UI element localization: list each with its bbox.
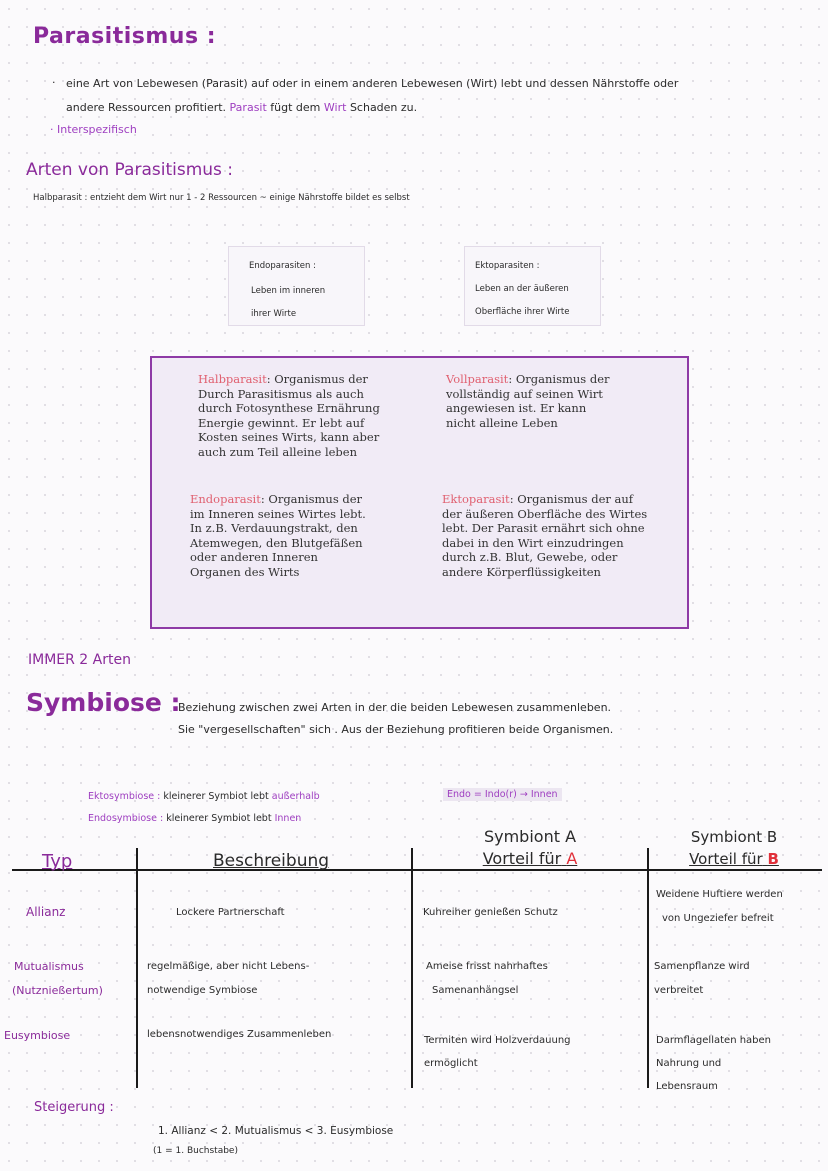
def-line: dabei in den Wirt einzudringen: [442, 535, 624, 550]
def-line: Atemwegen, den Blutgefäßen: [190, 535, 363, 550]
endoparasiten-box: [228, 246, 365, 326]
table-cell-typ: Eusymbiose: [4, 1029, 71, 1042]
ekto-box-line: Oberfläche ihrer Wirte: [475, 307, 570, 317]
table-cell-symbiont-b: [656, 883, 783, 931]
term-halbparasit: Halbparasit: [198, 372, 267, 386]
table-column-divider: [411, 848, 413, 1088]
steigerung-sequence: 1. Allianz < 2. Mutualismus < 3. Eusymbiose: [158, 1125, 394, 1137]
table-cell-symbiont-a: [426, 955, 548, 1003]
definitions-box: [150, 356, 689, 629]
cell-line: regelmäßige, aber nicht Lebens-: [147, 961, 310, 972]
table-cell-beschreibung: Lockere Partnerschaft: [176, 907, 285, 918]
table-cell-typ: [12, 955, 103, 1003]
term-parasit: Parasit: [229, 101, 267, 114]
header-symbiont-a: [413, 826, 647, 870]
table-cell-symbiont-b: [654, 955, 750, 1003]
endosymbiose-note: [88, 813, 301, 824]
cell-line: Lebensraum: [656, 1081, 718, 1092]
halbparasit-note: Halbparasit : entzieht dem Wirt nur 1 - 2 Ressourcen ~ einige Nährstoffe bildet es selbst: [33, 193, 410, 203]
def-line: : Organismus der: [266, 372, 368, 386]
ektosymbiose-text: kleinerer Symbiot lebt: [163, 791, 269, 802]
parasitismus-definition-line-2: [66, 101, 417, 114]
immer-note: IMMER 2 Arten: [28, 652, 131, 668]
cell-line: Darmflagellaten haben: [656, 1035, 772, 1046]
cell-line: ermöglicht: [424, 1058, 478, 1069]
def-line: : Organismus der auf: [509, 492, 634, 506]
ektoparasiten-box: [464, 246, 601, 326]
text-segment: andere Ressourcen profitiert.: [66, 101, 227, 114]
def-line: im Inneren seines Wirtes lebt.: [190, 506, 366, 521]
table-cell-symbiont-a: Kuhreiher genießen Schutz: [423, 907, 558, 918]
header-symbiont-a-name: Symbiont A: [483, 827, 577, 846]
section-heading-arten: Arten von Parasitismus :: [26, 160, 234, 180]
cell-line: Samenpflanze wird: [654, 961, 750, 972]
def-line: In z.B. Verdauungstrakt, den: [190, 521, 358, 535]
header-symbiont-b-vorteil: [649, 848, 819, 870]
ekto-box-line: Leben an der äußeren: [475, 284, 569, 294]
table-column-divider: [136, 848, 138, 1088]
steigerung-note: (1 = 1. Buchstabe): [153, 1146, 238, 1156]
def-line: : Organismus der: [508, 372, 610, 386]
cell-line: Mutualismus: [14, 960, 84, 973]
endosymbiose-text: kleinerer Symbiot lebt: [166, 813, 272, 824]
def-line: auch zum Teil alleine leben: [198, 444, 358, 459]
def-line: der äußeren Oberfläche des Wirtes: [442, 506, 648, 521]
ektosymbiose-where: außerhalb: [271, 791, 320, 802]
page-title: Parasitismus :: [33, 24, 216, 49]
header-vorteil-text: Vorteil für: [689, 850, 763, 868]
symbiose-description-line-1: Beziehung zwischen zwei Arten in der die beiden Lebewesen zusammenleben.: [178, 701, 612, 714]
endo-box-line: Endoparasiten :: [249, 261, 316, 271]
def-line: Energie gewinnt. Er lebt auf: [198, 415, 365, 430]
symbiose-description-line-2: Sie "vergesellschaften" sich . Aus der Beziehung profitieren beide Organismen.: [178, 723, 614, 736]
def-line: Organen des Wirts: [190, 564, 300, 579]
cell-line: (Nutznießertum): [12, 984, 103, 997]
header-symbiont-a-vorteil: [413, 848, 647, 870]
def-line: vollständig auf seinen Wirt: [446, 386, 603, 401]
text-segment: fügt dem: [270, 101, 321, 114]
definition-halbparasit: [198, 372, 408, 459]
endosymbiose-where: Innen: [274, 813, 302, 824]
header-letter-a: A: [566, 849, 578, 868]
def-line: andere Körperflüssigkeiten: [442, 564, 601, 579]
def-line: lebt. Der Parasit ernährt sich ohne: [442, 521, 645, 535]
def-line: durch Fotosynthese Ernährung: [198, 401, 380, 415]
cell-line: Termiten wird Holzverdauung: [424, 1035, 571, 1046]
cell-line: Nahrung und: [656, 1058, 722, 1069]
endosymbiose-label: Endosymbiose :: [88, 813, 164, 824]
endo-box-line: ihrer Wirte: [251, 309, 297, 319]
endo-box-line: Leben im inneren: [251, 286, 326, 296]
table-cell-symbiont-b: [656, 1029, 771, 1098]
definition-vollparasit: [446, 372, 666, 430]
def-line: nicht alleine Leben: [446, 415, 558, 430]
section-heading-symbiose: Symbiose :: [26, 688, 181, 717]
header-beschreibung: Beschreibung: [213, 851, 330, 871]
ekto-box-line: Ektoparasiten :: [475, 261, 540, 271]
header-typ: Typ: [42, 851, 73, 872]
term-vollparasit: Vollparasit: [446, 372, 509, 386]
table-column-divider: [647, 848, 649, 1088]
cell-line: Ameise frisst nahrhaftes: [426, 961, 548, 972]
def-line: : Organismus der: [260, 492, 363, 506]
definition-ektoparasit: [442, 492, 682, 579]
term-wirt: Wirt: [323, 101, 347, 114]
table-cell-typ: Allianz: [26, 905, 66, 919]
ektosymbiose-label: Ektosymbiose :: [88, 791, 161, 802]
table-cell-beschreibung: lebensnotwendiges Zusammenleben: [147, 1029, 332, 1040]
def-line: Kosten seines Wirts, kann aber: [198, 430, 380, 444]
definition-endoparasit: [190, 492, 420, 579]
ektosymbiose-note: [88, 791, 320, 802]
header-vorteil-text: Vorteil für: [482, 849, 562, 868]
steigerung-label: Steigerung :: [34, 1100, 114, 1115]
def-line: Durch Parasitismus als auch: [198, 386, 364, 401]
bullet-dot: ·: [52, 76, 56, 89]
term-ektoparasit: Ektoparasit: [442, 492, 510, 506]
def-line: angewiesen ist. Er kann: [446, 401, 587, 415]
header-symbiont-b-name: Symbiont B: [690, 828, 778, 846]
cell-line: Weidene Huftiere werden: [656, 889, 783, 900]
cell-line: von Ungeziefer befreit: [662, 913, 774, 924]
parasitismus-definition-line-1: eine Art von Lebewesen (Parasit) auf oder in einem anderen Lebewesen (Wirt) lebt und dessen Nährstoffe oder: [66, 77, 679, 90]
table-cell-symbiont-a: [424, 1029, 571, 1075]
interspezifisch-note: · Interspezifisch: [50, 123, 137, 136]
def-line: oder anderen Inneren: [190, 550, 318, 564]
cell-line: verbreitet: [654, 985, 704, 996]
interspezifisch-text: Interspezifisch: [57, 123, 137, 136]
table-cell-beschreibung: [147, 955, 309, 1003]
cell-line: notwendige Symbiose: [147, 985, 258, 996]
text-segment: Schaden zu.: [349, 101, 418, 114]
term-endoparasit: Endoparasit: [190, 492, 261, 506]
header-symbiont-b: [649, 826, 819, 870]
def-line: durch z.B. Blut, Gewebe, oder: [442, 550, 618, 564]
cell-line: Samenanhängsel: [432, 985, 519, 996]
header-letter-b: B: [767, 850, 779, 868]
endo-mnemonic: Endo = Indo(r) → Innen: [443, 788, 562, 801]
